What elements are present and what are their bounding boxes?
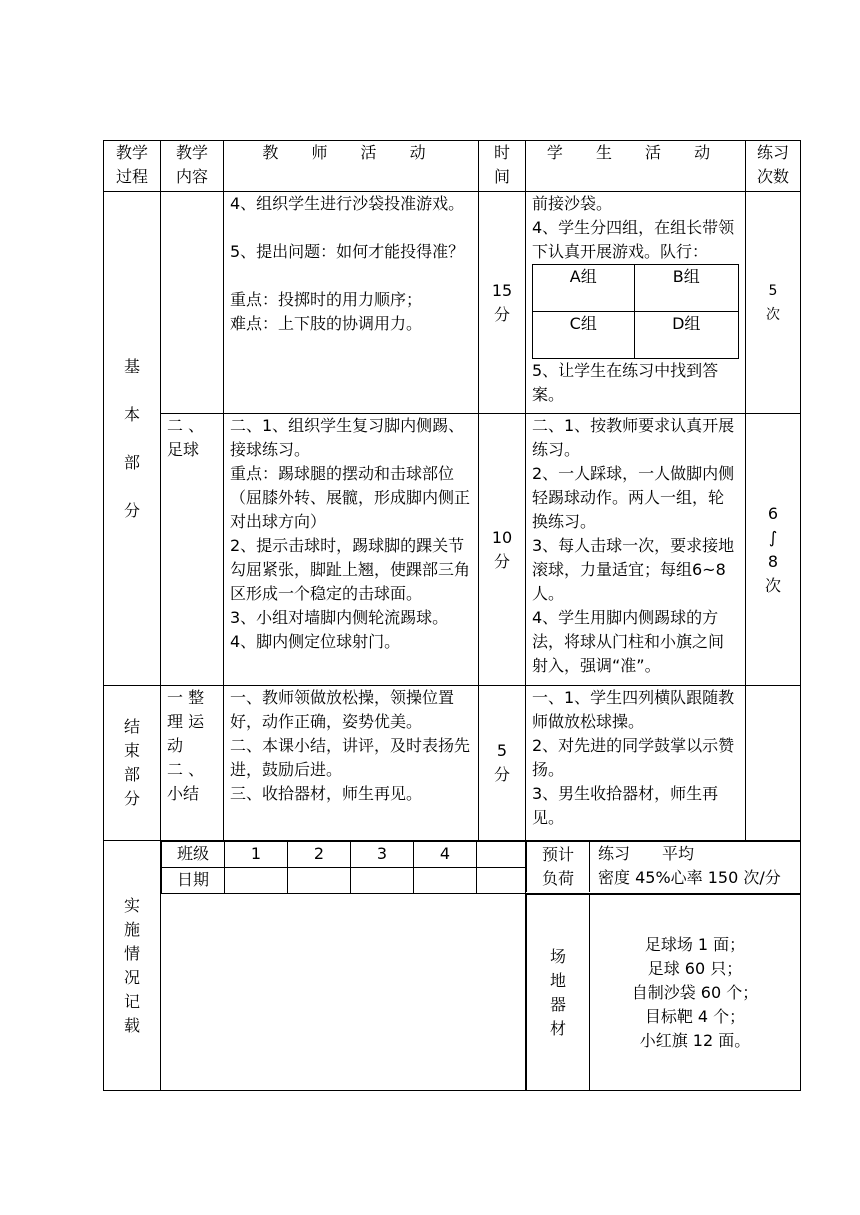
ending-time: 5 分 [479, 686, 526, 841]
date-5 [477, 868, 527, 894]
ending-content: 一 整 理 运 动 二 、 小结 [161, 686, 224, 841]
group-b: B组 [634, 265, 738, 312]
basic-row-1 [104, 192, 801, 414]
basic-row1-time: 15 分 [479, 192, 526, 414]
basic-row2-teacher: 二、1、组织学生复习脚内侧踢、接球练习。 重点：踢球腿的摆动和击球部位（屈膝外转、展髋，形成脚内侧正对出球方向） 2、提示击球时，踢球脚的踝关节勾屈紧张，脚趾上翘，使踝部三角区形成一个稳定的击球面。 3、小组对墙脚内侧轮流踢球。 4、脚内侧定位球射门。 [224, 414, 479, 686]
load-value: 练习 平均 密度 45%心率 150 次/分 [590, 842, 801, 893]
basic-row1-student: 前接沙袋。 4、学生分四组，在组长带领下认真开展游戏。队行： A组 B组 C组 D组 5、让学生在练习中找到答案。 [526, 192, 746, 414]
record-row-bottom [104, 894, 801, 1091]
header-student: 学 生 活 动 [526, 141, 746, 192]
venue-grid [526, 894, 801, 1091]
ending-student: 一、1、学生四列横队跟随教师做放松球操。 2、对先进的同学鼓掌以示赞扬。 3、男生收拾器材，师生再见。 [526, 686, 746, 841]
class-4: 4 [414, 842, 477, 868]
date-4 [414, 868, 477, 894]
ending-count [746, 686, 801, 841]
basic-row2-time: 10 分 [479, 414, 526, 686]
basic-row1-count: 5 次 [746, 192, 801, 414]
ending-teacher: 一、教师领做放松操，领操位置好，动作正确，姿势优美。 二、本课小结，讲评，及时表扬先进，鼓励后进。 三、收拾器材，师生再见。 [224, 686, 479, 841]
class-date-grid [161, 841, 526, 894]
date-3 [351, 868, 414, 894]
date-1 [225, 868, 288, 894]
record-row-top [104, 841, 801, 894]
load-label: 预计 负荷 [527, 842, 590, 893]
basic-row2-count: 6 ∫ 8 次 [746, 414, 801, 686]
record-notes [161, 894, 526, 1091]
class-date-table [161, 841, 527, 893]
load-table [526, 841, 800, 892]
basic-row2-student: 二、1、按教师要求认真开展练习。 2、一人踩球，一人做脚内侧轻踢球动作。两人一组，轮换练习。 3、每人击球一次，要求接地滚球，力量适宜；每组6~8 人。 4、学生用脚内侧踢球的方法，将球从门柱和小旗之间射入，强调“准”。 [526, 414, 746, 686]
header-process: 教学过程 [104, 141, 161, 192]
class-5 [477, 842, 527, 868]
group-a: A组 [533, 265, 635, 312]
group-d: D组 [634, 312, 738, 359]
venue-table [526, 894, 800, 1090]
class-label: 班级 [162, 842, 225, 868]
header-teacher: 教 师 活 动 [224, 141, 479, 192]
group-c: C组 [533, 312, 635, 359]
date-2 [288, 868, 351, 894]
date-label: 日期 [162, 868, 225, 894]
record-section-label: 实 施 情 况 记 载 [104, 841, 161, 1091]
header-count: 练习次数 [746, 141, 801, 192]
header-content: 教学内容 [161, 141, 224, 192]
header-time: 时间 [479, 141, 526, 192]
class-3: 3 [351, 842, 414, 868]
group-grid [532, 264, 739, 359]
load-grid [526, 841, 801, 894]
basic-row-2 [104, 414, 801, 686]
venue-items: 足球场 1 面； 足球 60 只； 自制沙袋 60 个； 目标靶 4 个； 小红旗 12 面。 [590, 895, 801, 1091]
basic-row2-content: 二 、 足球 [161, 414, 224, 686]
basic-section-label: 基 本 部 分 [104, 192, 161, 686]
basic-row1-teacher: 4、组织学生进行沙袋投准游戏。 5、提出问题：如何才能投得准？ 重点：投掷时的用力顺序； 难点：上下肢的协调用力。 [224, 192, 479, 414]
venue-label: 场 地 器 材 [527, 895, 590, 1091]
class-2: 2 [288, 842, 351, 868]
ending-section-label: 结 束 部 分 [104, 686, 161, 841]
lesson-plan-table [103, 140, 801, 1091]
header-row [104, 141, 801, 192]
ending-row [104, 686, 801, 841]
class-1: 1 [225, 842, 288, 868]
basic-row1-content [161, 192, 224, 414]
